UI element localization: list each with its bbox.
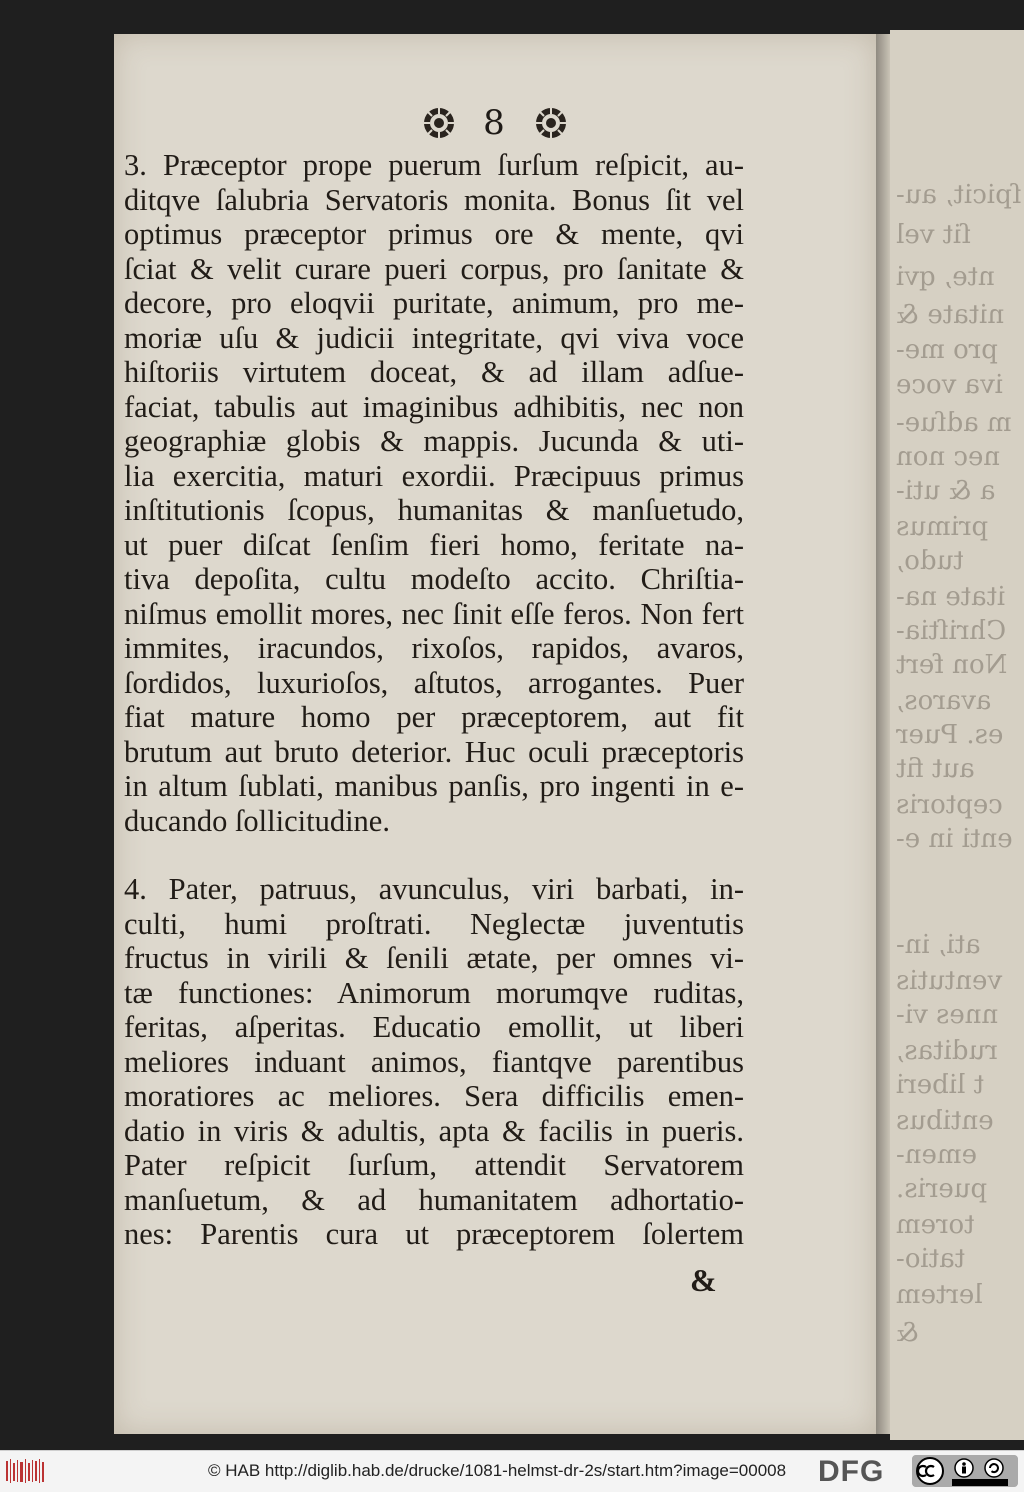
flower-ornament-icon [534,106,568,140]
text-line: meliores induant animos, fiantqve parentibus [124,1044,744,1079]
text-line: tæ functiones: Animorum morumqve ruditas, [124,975,744,1010]
text-line: 4. Pater, patruus, avunculus, viri barbati, in- [124,872,744,906]
copyright-link[interactable]: © HAB http://diglib.hab.de/drucke/1081-helmst-dr-2s/start.htm?image=00008 [208,1461,787,1480]
text-line: geographiæ globis & mappis. Jucunda & uti- [124,424,744,458]
catchword: & [690,1262,717,1298]
text-line: lia exercitia, maturi exordii. Præcipuus primus [124,458,744,493]
dfg-logo: DFG [818,1455,885,1488]
text-line: tiva depoſita, cultu modeſto accito. Chriſtia- [124,562,744,596]
facing-page-edge: ſpicit, au- ſit vel nte, qvi nitate & pro me- iva voce m adſue- nec non a & uti- primus tudo, itate na- Chriſtia- Non fert avaros, es. Puer aut fit ceptoris enti in e- ati, in- ventutis nnes vi- ruditas, t liberi entibus emen- pueris. torem tatio- lertem & [890,30,1024,1440]
text-line: niſmus emollit mores, nec ſinit eſſe feros. Non fert [124,596,744,631]
text-line: ducando ſollicitudine. [124,803,390,838]
paragraph-4 [124,872,744,1252]
text-line: fiat mature homo per præceptorem, aut fit [124,700,744,734]
body-text [124,148,744,1278]
text-line: ſciat & velit curare pueri corpus, pro ſanitate & [124,251,744,286]
text-line: Pater reſpicit ſurſum, attendit Servatorem [124,1148,744,1182]
text-line: manſuetum, & ad humanitatem adhortatio- [124,1182,744,1217]
text-line: feritas, aſperitas. Educatio emollit, ut liberi [124,1010,744,1044]
flower-ornament-icon [422,106,456,140]
paragraph-3 [124,148,744,838]
text-line: moratiores ac meliores. Sera difficilis emen- [124,1079,744,1113]
text-line: faciat, tabulis aut imaginibus adhibitis, nec non [124,389,744,424]
text-line: 3. Præceptor prope puerum ſurſum reſpicit, au- [124,148,744,182]
text-line: brutum aut bruto deterior. Huc oculi præceptoris [124,734,744,769]
text-line: fructus in virili & ſenili ætate, per omnes vi- [124,941,744,975]
text-line: decore, pro eloqvii puritate, animum, pro me- [124,286,744,320]
text-line: ſordidos, luxurioſos, aſtutos, arrogantes. Puer [124,665,744,700]
barcode-icon [6,1457,46,1485]
text-line: in altum ſublati, manibus panſis, pro ingenti in e- [124,769,744,803]
text-line: ut puer diſcat ſenſim fieri homo, feritate na- [124,527,744,562]
gutter-shadow [876,34,890,1434]
text-line: ditqve ſalubria Servatoris monita. Bonus ſit vel [124,182,744,217]
text-line: culti, humi proſtrati. Neglectæ juventutis [124,906,744,941]
text-line: nes: Parentis cura ut præceptorem ſolertem [124,1217,744,1251]
running-header [114,100,876,143]
text-line: hiſtoriis virtutem doceat, & ad illam adſue- [124,355,744,389]
page-number: 8 [483,103,507,143]
text-line: immites, iracundos, rixoſos, rapidos, avaros, [124,631,744,665]
text-line: optimus præceptor primus ore & mente, qvi [124,217,744,251]
cc-by-sa-icon[interactable] [912,1455,1018,1487]
text-line: datio in viris & adultis, apta & facilis in pueris. [124,1113,744,1148]
viewer-footer [0,1450,1024,1492]
text-line: inſtitutionis ſcopus, humanitas & manſuetudo, [124,493,744,527]
text-line: moriæ uſu & judicii integritate, qvi viva voce [124,320,744,355]
